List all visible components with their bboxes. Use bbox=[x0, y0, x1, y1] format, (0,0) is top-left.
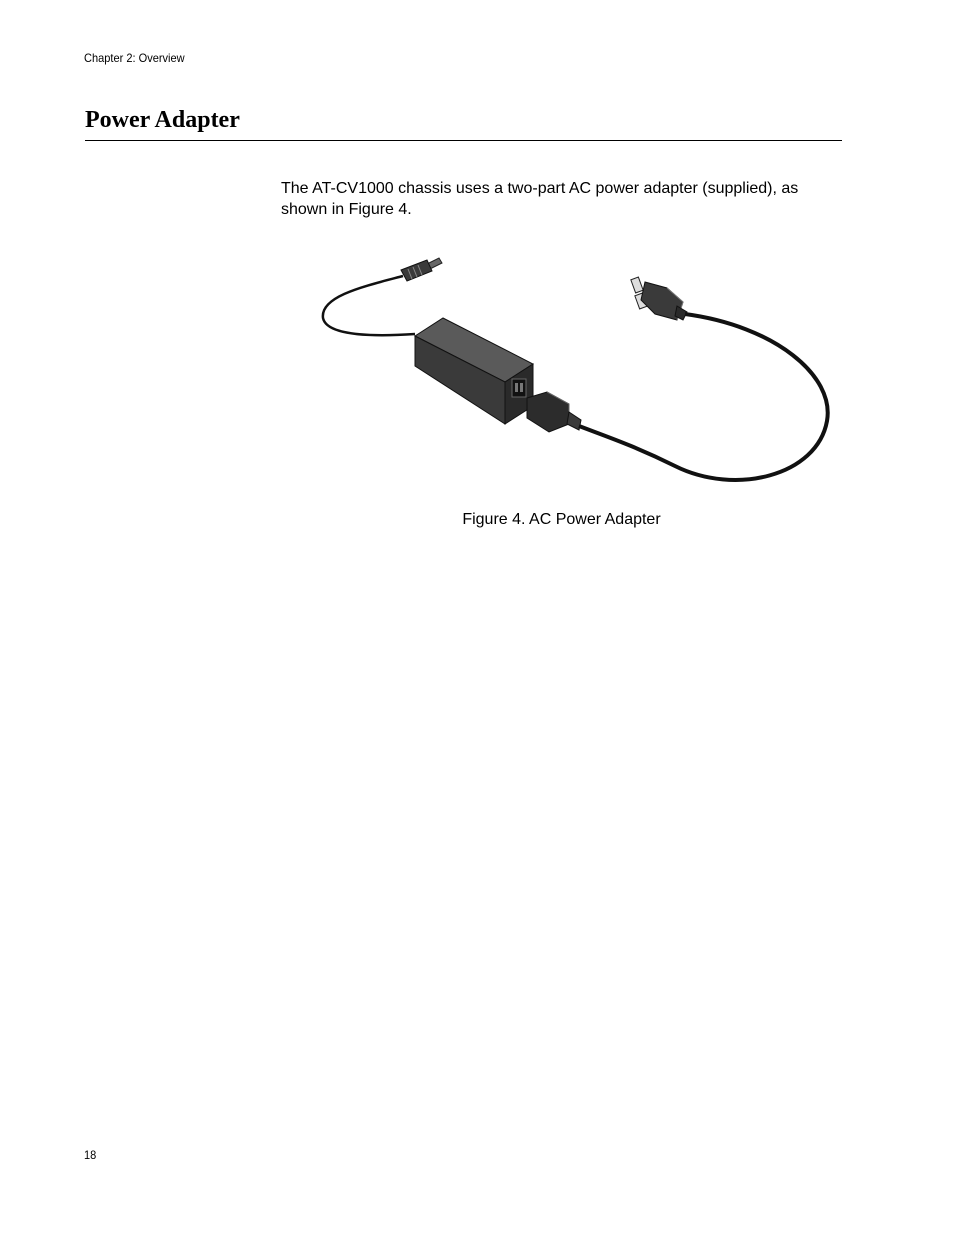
ac-wall-plug bbox=[631, 277, 687, 320]
figure-caption: Figure 4. AC Power Adapter bbox=[462, 511, 661, 528]
page-number: 18 bbox=[84, 1148, 97, 1162]
section-title: Power Adapter bbox=[85, 107, 240, 133]
body-paragraph: The AT-CV1000 chassis uses a two-part AC power adapter (supplied), as shown in Figure 4. bbox=[281, 180, 799, 218]
power-adapter-illustration bbox=[315, 246, 840, 496]
dc-plug bbox=[401, 258, 442, 281]
title-rule bbox=[85, 140, 842, 141]
ac-cord bbox=[579, 314, 828, 480]
iec-connector bbox=[527, 392, 581, 432]
dc-cord bbox=[323, 276, 415, 335]
running-head: Chapter 2: Overview bbox=[84, 51, 185, 65]
adapter-brick bbox=[415, 318, 533, 424]
